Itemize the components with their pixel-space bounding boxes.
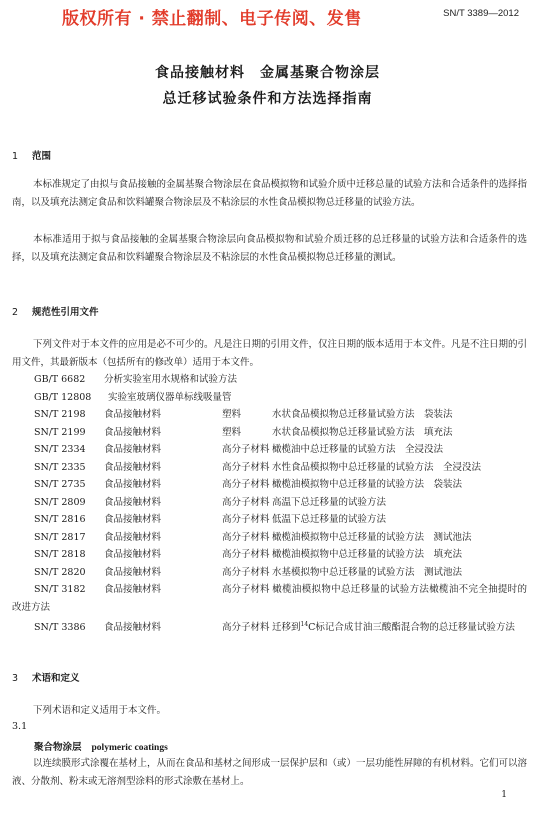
reference-title: 橄榄油模拟物中总迁移量的试验方法 测试池法 [272, 532, 472, 543]
reference-material: 食品接触材料 [104, 584, 162, 595]
reference-category: 塑料 [222, 427, 242, 438]
reference-code: GB/T 6682 [34, 374, 86, 385]
reference-category: 高分子材料 [222, 479, 270, 490]
reference-item [34, 371, 237, 389]
reference-item [34, 406, 453, 424]
reference-material: 食品接触材料 [104, 479, 162, 490]
reference-item [34, 494, 386, 512]
section-3-heading [12, 670, 80, 684]
reference-title: 橄榄油中总迁移量的试验方法 全浸没法 [272, 444, 444, 455]
reference-item [34, 511, 386, 529]
reference-item [34, 441, 443, 459]
section-2-heading [12, 304, 99, 318]
reference-code: SN/T 2198 [34, 409, 86, 420]
document-number: SN/T 3389—2012 [443, 8, 519, 19]
reference-item [34, 564, 462, 582]
reference-material: 食品接触材料 [104, 409, 162, 420]
reference-item [34, 459, 481, 477]
reference-code: SN/T 2199 [34, 427, 86, 438]
reference-title: 高温下总迁移量的试验方法 [272, 497, 387, 508]
page-number: 1 [501, 790, 507, 800]
reference-title: 水状食品模拟物总迁移量试验方法 袋装法 [272, 409, 453, 420]
reference-code: SN/T 3386 [34, 622, 86, 634]
reference-title: 橄榄油模拟物中总迁移量的试验方法 袋装法 [272, 479, 463, 490]
reference-title-start: 迁移到 [272, 622, 301, 634]
reference-code: SN/T 2817 [34, 532, 86, 543]
reference-item [34, 476, 462, 494]
section-2-paragraph: 下列文件对于本文件的应用是必不可少的。凡是注日期的引用文件，仅注日期的版本适用于本文件。凡是不注日期的引用文件，其最新版本（包括所有的修改单）适用于本文件。 [12, 339, 528, 368]
section-title: 范围 [32, 151, 52, 162]
reference-material: 食品接触材料 [104, 514, 162, 525]
subsection-number: 3.1 [12, 721, 28, 732]
title-line-1: 食品接触材料 金属基聚合物涂层 [155, 65, 380, 81]
section-1-paragraph-1: 本标准规定了由拟与食品接触的金属基聚合物涂层在食品模拟物和试验介质中迁移总量的试验方法和合适条件的选择指南，以及填充法测定食品和饮料罐聚合物涂层及不粘涂层的水性食品模拟物总迁移量的试验方法。 [12, 179, 528, 208]
section-3-paragraph: 下列术语和定义适用于本文件。 [33, 705, 167, 716]
reference-code: SN/T 2334 [34, 444, 86, 455]
reference-item [34, 529, 472, 547]
reference-title: 水状食品模拟物总迁移量试验方法 填充法 [272, 427, 453, 438]
reference-code: SN/T 2735 [34, 479, 86, 490]
reference-code: GB/T 12808 [34, 392, 92, 403]
reference-title: 水基模拟物中总迁移量的试验方法 测试池法 [272, 567, 463, 578]
section-number: 2 [12, 307, 19, 318]
reference-title: 水性食品模拟物中总迁移量的试验方法 全浸没法 [272, 462, 482, 473]
reference-item [34, 389, 232, 407]
reference-item [34, 546, 462, 564]
term-chinese: 聚合物涂层 [34, 742, 82, 753]
reference-title: 低温下总迁移量的试验方法 [272, 514, 387, 525]
reference-category: 高分子材料 [222, 622, 270, 634]
reference-category: 高分子材料 [222, 514, 270, 525]
reference-title: 实验室玻璃仪器单标线吸量管 [108, 392, 232, 403]
section-title: 术语和定义 [32, 673, 80, 684]
watermark-banner: 版权所有 · 禁止翻制、电子传阅、发售 [62, 9, 362, 29]
reference-material: 食品接触材料 [104, 497, 162, 508]
reference-title: 橄榄油模拟物中总迁移量的试验方法 填充法 [272, 549, 463, 560]
term-definition: 以连续膜形式涂覆在基材上，从而在食品和基材之间形成一层保护层和（或）一层功能性屏障的有机材料。它们可以溶液、分散剂、粉末或无溶剂型涂料的形式涂敷在基材上。 [12, 758, 528, 787]
reference-material: 食品接触材料 [104, 549, 162, 560]
reference-material: 食品接触材料 [104, 622, 162, 634]
term-heading [34, 739, 168, 753]
reference-item [34, 424, 453, 442]
title-line-2: 总迁移试验条件和方法选择指南 [162, 91, 373, 107]
reference-code: SN/T 2335 [34, 462, 86, 473]
reference-material: 食品接触材料 [104, 532, 162, 543]
reference-item [12, 616, 527, 637]
reference-code: SN/T 2809 [34, 497, 86, 508]
isotope-superscript: 14 [300, 621, 309, 628]
reference-category: 高分子材料 [222, 584, 270, 595]
term-english: polymeric coatings [91, 743, 168, 753]
reference-category: 高分子材料 [222, 462, 270, 473]
section-title: 规范性引用文件 [32, 307, 99, 318]
reference-material: 食品接触材料 [104, 427, 162, 438]
reference-code: SN/T 2820 [34, 567, 86, 578]
reference-code: SN/T 2818 [34, 549, 86, 560]
reference-code: SN/T 2816 [34, 514, 86, 525]
reference-material: 食品接触材料 [104, 567, 162, 578]
reference-category: 高分子材料 [222, 549, 270, 560]
reference-category: 高分子材料 [222, 444, 270, 455]
reference-category: 高分子材料 [222, 532, 270, 543]
section-1-heading [12, 148, 51, 162]
reference-title-end: C标记合成甘油三酸酯混合物的总迁移量试验方法 [308, 622, 515, 634]
reference-material: 食品接触材料 [104, 462, 162, 473]
reference-title: 分析实验室用水规格和试验方法 [104, 374, 238, 385]
reference-material: 食品接触材料 [104, 444, 162, 455]
section-1-paragraph-2: 本标准适用于拟与食品接触的金属基聚合物涂层向食品模拟物和试验介质迁移的总迁移量的试验方法和合适条件的选择，以及填充法测定食品和饮料罐聚合物涂层及不粘涂层的水性食品模拟物总迁移量的测试。 [12, 234, 527, 263]
reference-title: 橄榄油模拟物中总迁移量的试验方法橄榄油不完全抽提时的改进方法 [12, 584, 527, 613]
reference-item [12, 581, 527, 616]
reference-code: SN/T 3182 [34, 584, 86, 595]
reference-category: 塑料 [222, 409, 242, 420]
section-number: 1 [12, 151, 19, 162]
section-number: 3 [12, 673, 19, 684]
reference-category: 高分子材料 [222, 567, 270, 578]
reference-category: 高分子材料 [222, 497, 270, 508]
